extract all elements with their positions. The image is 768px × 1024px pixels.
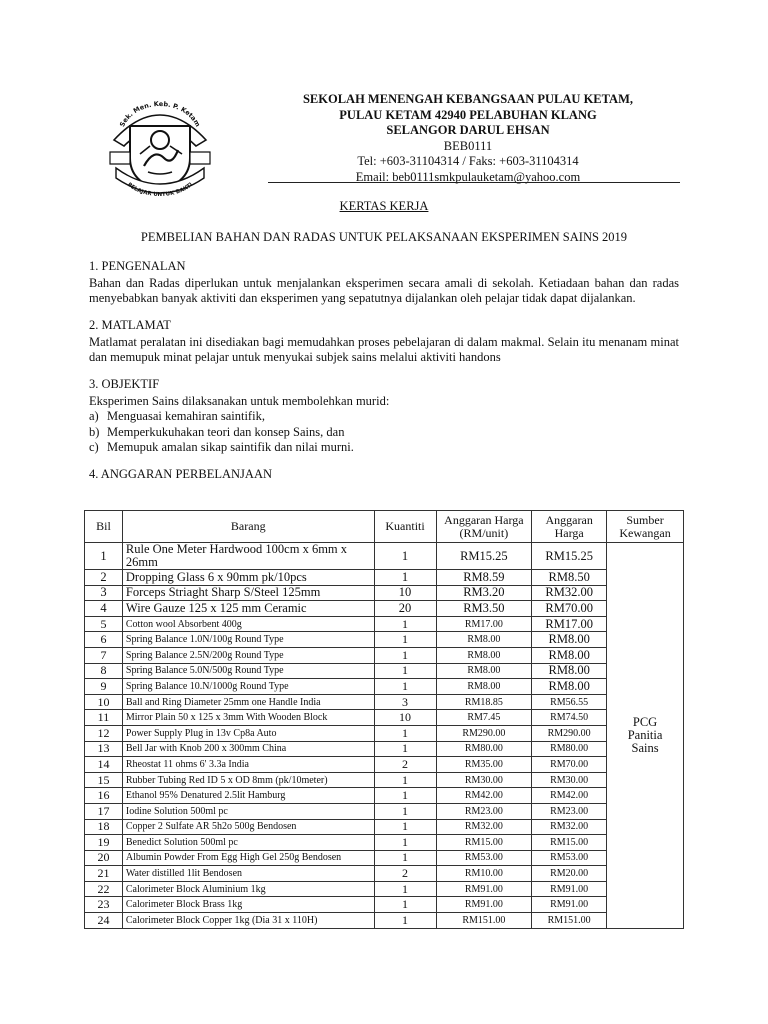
cell-kuantiti: 10 <box>374 710 436 726</box>
cell-harga-unit: RM3.20 <box>436 585 532 601</box>
cell-barang: Rheostat 11 ohms 6' 3.3a India <box>122 757 374 773</box>
section-objektif <box>89 377 679 456</box>
letterhead <box>248 92 688 185</box>
cell-harga-unit: RM290.00 <box>436 725 532 741</box>
table-row <box>85 663 684 679</box>
school-phone: Tel: +603-31104314 / Faks: +603-31104314 <box>357 154 579 168</box>
cell-harga-unit: RM35.00 <box>436 757 532 773</box>
cell-kuantiti: 10 <box>374 585 436 601</box>
table-row <box>85 725 684 741</box>
cell-kuantiti: 1 <box>374 543 436 570</box>
cell-kuantiti: 1 <box>374 803 436 819</box>
cell-kuantiti: 1 <box>374 679 436 695</box>
section-matlamat <box>89 318 679 366</box>
cell-bil: 14 <box>85 757 123 773</box>
table-row <box>85 881 684 897</box>
col-header-harga: Anggaran Harga <box>532 511 607 543</box>
table-row <box>85 803 684 819</box>
cell-barang: Cotton wool Absorbent 400g <box>122 616 374 632</box>
cell-barang: Benedict Solution 500ml pc <box>122 835 374 851</box>
cell-harga-unit: RM15.00 <box>436 835 532 851</box>
cell-bil: 12 <box>85 725 123 741</box>
cell-kuantiti: 1 <box>374 881 436 897</box>
cell-harga-unit: RM18.85 <box>436 694 532 710</box>
logo-top-text: Sek. Men. Keb. P. Ketam <box>118 99 202 129</box>
section-heading: 3. OBJEKTIF <box>89 377 160 391</box>
table-row <box>85 788 684 804</box>
cell-harga: RM15.25 <box>532 543 607 570</box>
cell-barang: Calorimeter Block Brass 1kg <box>122 897 374 913</box>
table-row <box>85 543 684 570</box>
table-row <box>85 632 684 648</box>
school-email: Email: beb0111smkpulauketam@yahoo.com <box>355 169 581 184</box>
objective-item: b) Memperkukuhakan teori dan konsep Sains, dan <box>89 424 345 439</box>
cell-bil: 10 <box>85 694 123 710</box>
section-pengenalan <box>89 259 679 307</box>
cell-harga: RM91.00 <box>532 897 607 913</box>
cell-harga-unit: RM80.00 <box>436 741 532 757</box>
cell-kuantiti: 1 <box>374 772 436 788</box>
section-body: Bahan dan Radas diperlukan untuk menjalankan eksperimen secara amali di sekolah. Ketiadaan bahan dan radas menyebabkan banyak aktiviti dan eksperimen yang sepatutnya dijalankan oleh pelajar tidak dapat dijalankan. <box>89 275 679 305</box>
cell-barang: Spring Balance 5.0N/500g Round Type <box>122 663 374 679</box>
cell-harga-unit: RM8.00 <box>436 647 532 663</box>
cell-bil: 7 <box>85 647 123 663</box>
objective-item: a) Menguasai kemahiran saintifik, <box>89 409 265 423</box>
cell-kuantiti: 1 <box>374 647 436 663</box>
cell-kuantiti: 2 <box>374 757 436 773</box>
budget-table <box>84 510 684 929</box>
cell-harga-unit: RM91.00 <box>436 881 532 897</box>
cell-bil: 9 <box>85 679 123 695</box>
section-heading: 4. ANGGARAN PERBELANJAAN <box>89 467 272 481</box>
section-body: Matlamat peralatan ini disediakan bagi memudahkan proses pebelajaran di dalam makmal. Selain itu menanam minat dan memupuk minat pelajar untuk menyukai subjek sains melalui aktiviti handons <box>89 334 679 364</box>
cell-harga: RM91.00 <box>532 881 607 897</box>
cell-harga: RM15.00 <box>532 835 607 851</box>
table-row <box>85 913 684 929</box>
table-row <box>85 616 684 632</box>
cell-bil: 3 <box>85 585 123 601</box>
cell-harga-unit: RM15.25 <box>436 543 532 570</box>
cell-harga-unit: RM7.45 <box>436 710 532 726</box>
school-state: SELANGOR DARUL EHSAN <box>386 123 550 137</box>
sumber-line: PCG <box>632 714 658 729</box>
cell-kuantiti: 20 <box>374 601 436 617</box>
cell-harga-unit: RM8.00 <box>436 632 532 648</box>
letterhead-divider <box>268 182 680 183</box>
table-row <box>85 570 684 586</box>
cell-bil: 20 <box>85 850 123 866</box>
cell-kuantiti: 1 <box>374 897 436 913</box>
table-row <box>85 679 684 695</box>
cell-barang: Spring Balance 2.5N/200g Round Type <box>122 647 374 663</box>
cell-harga: RM290.00 <box>532 725 607 741</box>
school-name: SEKOLAH MENENGAH KEBANGSAAN PULAU KETAM, <box>302 92 633 106</box>
cell-harga: RM32.00 <box>532 819 607 835</box>
cell-kuantiti: 1 <box>374 616 436 632</box>
cell-bil: 6 <box>85 632 123 648</box>
school-address: PULAU KETAM 42940 PELABUHAN KLANG <box>339 107 597 122</box>
logo-bottom-text: BELAJAR UNTUK BAKTI <box>125 181 195 199</box>
cell-bil: 16 <box>85 788 123 804</box>
cell-harga-unit: RM53.00 <box>436 850 532 866</box>
table-row <box>85 835 684 851</box>
cell-kuantiti: 1 <box>374 741 436 757</box>
section-heading: 1. PENGENALAN <box>89 259 186 273</box>
cell-harga-unit: RM8.59 <box>436 570 532 586</box>
col-header-sumber: Sumber Kewangan <box>607 511 684 543</box>
cell-barang: Calorimeter Block Copper 1kg (Dia 31 x 110H) <box>122 913 374 929</box>
cell-harga: RM23.00 <box>532 803 607 819</box>
table-header-row <box>85 511 684 543</box>
cell-sumber-kewangan <box>607 543 684 929</box>
table-row <box>85 866 684 882</box>
cell-bil: 24 <box>85 913 123 929</box>
cell-barang: Albumin Powder From Egg High Gel 250g Bendosen <box>122 850 374 866</box>
cell-barang: Spring Balance 10.N/1000g Round Type <box>122 679 374 695</box>
sumber-line: Panitia <box>627 727 663 742</box>
cell-barang: Power Supply Plug in 13v Cp8a Auto <box>122 725 374 741</box>
cell-harga-unit: RM17.00 <box>436 616 532 632</box>
cell-bil: 19 <box>85 835 123 851</box>
cell-harga: RM80.00 <box>532 741 607 757</box>
cell-barang: Wire Gauze 125 x 125 mm Ceramic <box>122 601 374 617</box>
cell-barang: Spring Balance 1.0N/100g Round Type <box>122 632 374 648</box>
cell-harga-unit: RM30.00 <box>436 772 532 788</box>
cell-bil: 18 <box>85 819 123 835</box>
cell-harga: RM151.00 <box>532 913 607 929</box>
cell-kuantiti: 2 <box>374 866 436 882</box>
school-code: BEB0111 <box>443 138 493 153</box>
cell-harga-unit: RM23.00 <box>436 803 532 819</box>
cell-harga: RM42.00 <box>532 788 607 804</box>
col-header-bil: Bil <box>85 511 123 543</box>
cell-bil: 11 <box>85 710 123 726</box>
document-title: KERTAS KERJA <box>339 199 429 213</box>
cell-barang: Mirror Plain 50 x 125 x 3mm With Wooden Block <box>122 710 374 726</box>
cell-kuantiti: 1 <box>374 632 436 648</box>
cell-kuantiti: 1 <box>374 835 436 851</box>
cell-bil: 17 <box>85 803 123 819</box>
objective-item: c) Memupuk amalan sikap saintifik dan nilai murni. <box>89 440 354 454</box>
cell-harga-unit: RM3.50 <box>436 601 532 617</box>
cell-barang: Dropping Glass 6 x 90mm pk/10pcs <box>122 570 374 586</box>
sumber-line: Sains <box>631 740 659 755</box>
cell-barang: Forceps Striaght Sharp S/Steel 125mm <box>122 585 374 601</box>
cell-kuantiti: 1 <box>374 819 436 835</box>
cell-harga: RM8.50 <box>532 570 607 586</box>
cell-harga: RM30.00 <box>532 772 607 788</box>
cell-kuantiti: 1 <box>374 850 436 866</box>
table-row <box>85 741 684 757</box>
cell-kuantiti: 1 <box>374 725 436 741</box>
cell-bil: 2 <box>85 570 123 586</box>
cell-harga-unit: RM32.00 <box>436 819 532 835</box>
cell-barang: Water distilled 1lit Bendosen <box>122 866 374 882</box>
table-row <box>85 647 684 663</box>
cell-bil: 1 <box>85 543 123 570</box>
table-row <box>85 772 684 788</box>
cell-bil: 8 <box>85 663 123 679</box>
cell-harga: RM8.00 <box>532 632 607 648</box>
cell-harga-unit: RM151.00 <box>436 913 532 929</box>
document-subtitle: PEMBELIAN BAHAN DAN RADAS UNTUK PELAKSANAAN EKSPERIMEN SAINS 2019 <box>140 230 628 244</box>
school-crest-logo <box>108 96 212 200</box>
table-row <box>85 757 684 773</box>
cell-bil: 23 <box>85 897 123 913</box>
cell-barang: Ball and Ring Diameter 25mm one Handle India <box>122 694 374 710</box>
cell-harga-unit: RM8.00 <box>436 679 532 695</box>
cell-bil: 22 <box>85 881 123 897</box>
cell-barang: Rule One Meter Hardwood 100cm x 6mm x 26mm <box>122 543 374 570</box>
col-header-harga-unit: Anggaran Harga (RM/unit) <box>436 511 532 543</box>
cell-harga: RM70.00 <box>532 601 607 617</box>
cell-barang: Rubber Tubing Red ID 5 x OD 8mm (pk/10meter) <box>122 772 374 788</box>
table-row <box>85 694 684 710</box>
cell-kuantiti: 1 <box>374 788 436 804</box>
cell-barang: Calorimeter Block Aluminium 1kg <box>122 881 374 897</box>
cell-kuantiti: 1 <box>374 913 436 929</box>
table-row <box>85 601 684 617</box>
cell-harga: RM8.00 <box>532 679 607 695</box>
cell-barang: Bell Jar with Knob 200 x 300mm China <box>122 741 374 757</box>
col-header-barang: Barang <box>122 511 374 543</box>
cell-kuantiti: 1 <box>374 663 436 679</box>
cell-kuantiti: 3 <box>374 694 436 710</box>
cell-bil: 5 <box>85 616 123 632</box>
table-row <box>85 710 684 726</box>
table-row <box>85 897 684 913</box>
section-anggaran <box>89 467 679 484</box>
cell-harga: RM17.00 <box>532 616 607 632</box>
cell-bil: 21 <box>85 866 123 882</box>
table-row <box>85 819 684 835</box>
cell-barang: Ethanol 95% Denatured 2.5lit Hamburg <box>122 788 374 804</box>
cell-harga: RM32.00 <box>532 585 607 601</box>
cell-barang: Iodine Solution 500ml pc <box>122 803 374 819</box>
cell-harga: RM70.00 <box>532 757 607 773</box>
cell-bil: 15 <box>85 772 123 788</box>
cell-kuantiti: 1 <box>374 570 436 586</box>
cell-harga-unit: RM42.00 <box>436 788 532 804</box>
cell-harga: RM53.00 <box>532 850 607 866</box>
cell-harga: RM74.50 <box>532 710 607 726</box>
section-intro: Eksperimen Sains dilaksanakan untuk membolehkan murid: <box>89 393 390 408</box>
cell-barang: Copper 2 Sulfate AR 5h2o 500g Bendosen <box>122 819 374 835</box>
cell-harga: RM56.55 <box>532 694 607 710</box>
section-heading: 2. MATLAMAT <box>89 318 171 332</box>
cell-harga: RM8.00 <box>532 663 607 679</box>
cell-harga-unit: RM10.00 <box>436 866 532 882</box>
cell-bil: 13 <box>85 741 123 757</box>
cell-harga: RM20.00 <box>532 866 607 882</box>
cell-harga-unit: RM8.00 <box>436 663 532 679</box>
col-header-kuantiti: Kuantiti <box>374 511 436 543</box>
cell-harga: RM8.00 <box>532 647 607 663</box>
cell-harga-unit: RM91.00 <box>436 897 532 913</box>
table-row <box>85 585 684 601</box>
table-row <box>85 850 684 866</box>
cell-bil: 4 <box>85 601 123 617</box>
